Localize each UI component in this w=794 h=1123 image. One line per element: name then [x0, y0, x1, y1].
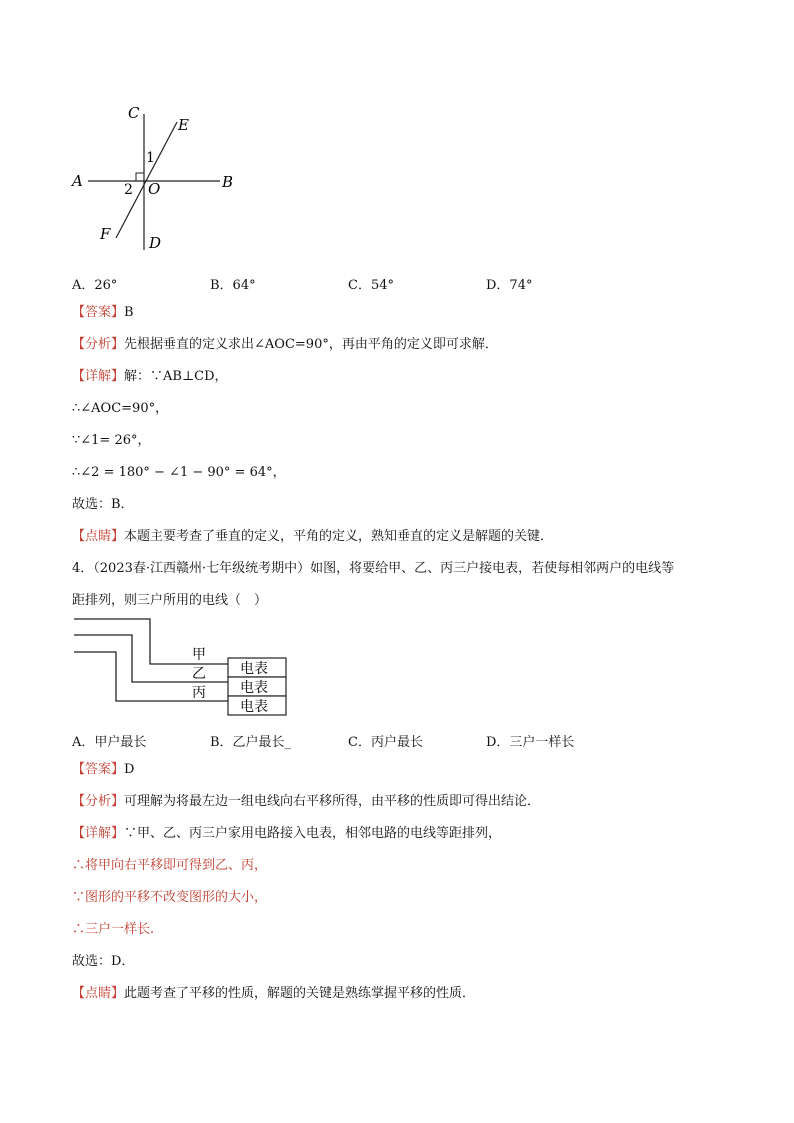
q3-detail — [72, 370, 228, 383]
q4-option-a: A．甲户最长 — [72, 735, 147, 750]
detail-line: ∴∠2 = 180° − ∠1 − 90° = 64°， — [72, 465, 286, 480]
detail-line: 解：∵AB⊥CD， — [124, 369, 228, 384]
q3-option-d: D．74° — [486, 278, 533, 293]
household-label-bing: 丙 — [192, 685, 206, 701]
comment-text: 此题考查了平移的性质，解题的关键是熟练掌握平移的性质． — [124, 986, 476, 1001]
detail-tag: 【详解】 — [72, 369, 125, 384]
household-label-yi: 乙 — [192, 666, 206, 682]
household-label-jia: 甲 — [192, 647, 206, 663]
q3-comment — [72, 530, 553, 543]
analysis-tag: 【分析】 — [72, 337, 125, 352]
label-c: C — [128, 104, 140, 122]
q3-analysis — [72, 338, 498, 351]
q3-option-a: A．26° — [72, 278, 118, 293]
answer-tag: 【答案】 — [72, 762, 125, 777]
label-1: 1 — [146, 150, 155, 166]
meter-label: 电表 — [240, 680, 268, 696]
q3-option-c: C．54° — [348, 278, 394, 293]
label-o: O — [148, 180, 161, 198]
comment-tag: 【点睛】 — [72, 529, 125, 544]
right-angle-mark — [136, 173, 144, 181]
meter-label: 电表 — [240, 661, 268, 677]
detail-line: ∴将甲向右平移即可得到乙、丙， — [72, 858, 268, 873]
detail-line: ∵∠1= 26°， — [72, 433, 151, 448]
detail-line: ∵图形的平移不改变图形的大小， — [72, 890, 268, 905]
analysis-text: 先根据垂直的定义求出∠AOC=90°，再由平角的定义即可求解． — [124, 337, 498, 352]
wiring-figure — [70, 612, 300, 722]
q3-answer — [72, 306, 134, 319]
detail-text: ∵甲、乙、丙三户家用电路接入电表，相邻电路的电线等距排列， — [124, 826, 502, 841]
label-f: F — [100, 225, 111, 243]
answer-value: D — [124, 762, 135, 777]
meter-label: 电表 — [240, 699, 268, 715]
analysis-text: 可理解为将最左边一组电线向右平移所得，由平移的性质即可得出结论． — [124, 794, 541, 809]
label-d: D — [149, 234, 162, 252]
detail-line: 故选：B． — [72, 497, 134, 512]
q3-option-b: B．64° — [210, 278, 256, 293]
label-a: A — [72, 172, 83, 190]
comment-tag: 【点睛】 — [72, 986, 125, 1001]
line-ef — [116, 122, 177, 238]
q4-option-c: C．丙户最长 — [348, 735, 423, 750]
comment-text: 本题主要考查了垂直的定义，平角的定义，熟知垂直的定义是解题的关键． — [124, 529, 554, 544]
q4-stem-line2: 距排列，则三户所用的电线（ ） — [72, 593, 268, 608]
q4-option-d: D．三户一样长 — [486, 735, 575, 750]
label-e: E — [178, 116, 189, 134]
q4-analysis — [72, 795, 540, 808]
q4-option-b: B．乙户最长_ — [210, 735, 292, 750]
q4-answer — [72, 763, 134, 776]
q4-stem-line1: 4．（2023春·江西赣州·七年级统考期中）如图，将要给甲、乙、丙三户接电表，若使每相邻两户的电线等 — [72, 561, 675, 576]
label-2: 2 — [124, 182, 133, 198]
angle-figure — [60, 100, 250, 260]
q4-comment — [72, 987, 475, 1000]
label-b: B — [222, 173, 234, 191]
analysis-tag: 【分析】 — [72, 794, 125, 809]
answer-value: B — [124, 305, 134, 320]
answer-tag: 【答案】 — [72, 305, 125, 320]
detail-line: ∴三户一样长. — [72, 922, 155, 937]
detail-line: 故选：D． — [72, 954, 135, 969]
q4-detail — [72, 827, 501, 840]
detail-line: ∴∠AOC=90°， — [72, 401, 169, 416]
detail-tag: 【详解】 — [72, 826, 125, 841]
